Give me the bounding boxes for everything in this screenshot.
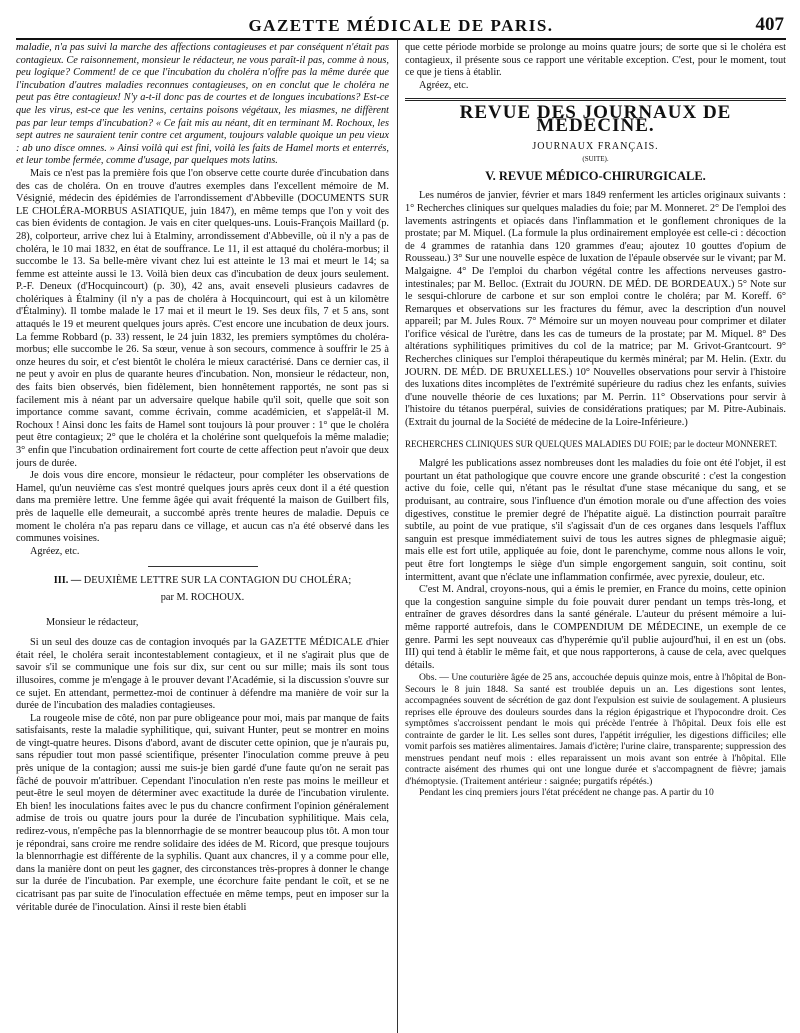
greeting: Monsieur le rédacteur,: [46, 616, 139, 628]
paragraph-articles-list: Les numéros de janvier, février et mars 1849 renferment les articles originaux suivants : 1° Recherches cliniques sur quelques maladies du foie; par M. Monneret. 2° De l'emploi des lavements astringents et opiacés dans l'inflammation et le gonflement chroniques de la prostate; par M. Miquel. (La formule la plus ordinairement employée est celle-ci : décoction de 4 grammes de ratanhia dans 120 grammes d'eau; ajoutez 10 gouttes d'opium de Rousseau.) 3° Sur une nouvelle espèce de luxation de l'épaule observée sur le vivant; par M. Malgaigne. 4° De l'emploi du charbon végétal contre les affections nerveuses gastro-intestinales; par M. Belloc. (Extrait du JOURN. DE MÉD. DE BORDEAUX.) 5° Note sur le sesqui-chlorure de carbone et sur son emploi contre le choléra; par M. Koreff. 6° Remarques et observations sur les fractures du fémur, avec la description d'un nouvel appareil; par M. Jules Roux. 7° Mémoire sur un moyen nouveau pour comprimer et dilater l'orifice vésical de l'urètre, dans les cas de tumeurs de la prostate; par M. Miquel. 8° Des altérations syphilitiques primitives du col de la matrice; par M. Grivot-Grantcourt. 9° Recherches cliniques sur l'emploi thérapeutique du kermès minéral; par M. Helin. (Extr. du JOURN. DE MÉD. DE BRUXELLES.) 10° Nouvelles observations pour servir à l'histoire des luxations dites incomplètes de l'extrémité supérieure du radius chez les enfants, suivies d'une nouvelle théorie de ces luxations; par M. Perrin. 11° Observations pour servir à l'histoire du tétanos puerpéral, suivies de considérations pratiques; par M. Pitre-Aubinais. (Extrait du journal de la Société de médecine de la Loire-Inférieure.): [405, 190, 786, 429]
paragraph-final: Pendant les cinq premiers jours l'état précédent ne change pas. A partir du 10: [419, 787, 714, 799]
paragraph-letter-1: Si un seul des douze cas de contagion invoqués par la GAZETTE MÉDICALE d'hier était réel, le choléra serait incontestablement contagieux, et il ne s'agirait plus que de savoir s'il se communique une fois sur dix, sur cent ou sur mille; mais ils sont tous illusoires, comme je m'engage à le prouver devant l'Académie, si la discussion s'ouvre sur ce sujet. En attendant, permettez-moi de continuer à défendre ma manière de voir sur la durée de l'incubation des maladies contagieuses.: [16, 637, 389, 712]
page-header: [16, 14, 786, 40]
revue-title: REVUE DES JOURNAUX DE MÉDECINE.: [459, 102, 732, 136]
paragraph-continuation: que cette période morbide se prolonge au moins quatre jours; de sorte que si le choléra est contagieux, il présente sous ce rapport une véritable exception. C'est, pour le moment, tout ce que je tiens à établir.: [405, 42, 786, 79]
journaux-subtitle: JOURNAUX FRANÇAIS.: [532, 140, 659, 152]
journal-title: GAZETTE MÉDICALE DE PARIS.: [248, 16, 554, 35]
paragraph-foie-1: Malgré les publications assez nombreuses dont les maladies du foie ont été l'objet, il est pourtant un état pathologique que couvre encore une grande obscurité : c'est la congestion active du foie, celle qui, n'étant pas le résultat d'une stase mécanique du sang, et se produisant, au contraire, sous l'influence d'un émotion morale ou d'une affection des voies digestives, constitue le premier degré de l'hépatite aiguë. La distinction pourrait paraître subtile, au point de vue pratique, s'il s'agissait d'un de ces organes dans lesquels l'afflux sanguin est presque immédiatement suivi de tous les autres signes de phlegmasie aiguë; mais elle est fort utile, appliquée au foie, dont le parenchyme, comme nous allons le voir, peut être fort longtemps le siège d'un simple engorgement sanguin, soit continu, soit intermittent, avant que n'éclate une inflammation confirmée, avec pyrexie, douleur, etc.: [405, 458, 786, 583]
columns: [16, 42, 786, 1033]
section-title: V. REVUE MÉDICO-CHIRURGICALE.: [485, 168, 706, 183]
closing-agreez-right: Agréez, etc.: [419, 79, 469, 91]
paragraph-cases: Mais ce n'est pas la première fois que l'on observe cette courte durée d'incubation dans des cas de choléra. On en trouve d'autres exemples dans l'excellent mémoire de M. Vésignié, médecin des épidémies de l'arrondissement d'Abbeville (DOCUMENTS SUR LE CHOLÉRA-MORBUS ASIATIQUE, juin 1847), en même temps que l'on y voit des cas bien évidents de contagion. Je vais en citer quelques-uns. Louis-François Maillard (p. 28), colporteur, arrive chez lui à Etalminy, arrondissement d'Abbeville, où il n'y a pas de choléra, le 10 mai 1832, en état de souffrance. Le 11, il est attaqué du choléra-morbus; il succombe le 13. Sa belle-mère vivant chez lui est atteinte le 13 mai et meurt le 14; sa femme est atteinte aussi le 13. Voilà bien deux cas d'incubation de deux jours seulement. P.-F. Deneux (d'Hocquincourt) (p. 30), 42 ans, avait enseveli plusieurs cadavres de cholériques à Étalminy (il n'y a pas de choléra à Hocquincourt, qui est à un kilomètre d'Étalminy). Il tombe malade le 17 mai et il meurt le 19. Ses deux fils, 7 et 5 ans, sont attaqués le 19 et meurent quelques jours après. C'est encore une incubation de deux jours. La femme Robbard (p. 33) ressent, le 24 juin 1832, les premiers symptômes du choléra-morbus; elle succombe le 26. Sa sœur, venue à son secours, commence à souffrir le 25 à onze heures du soir, et c'est bientôt le choléra le mieux caractérisé. Dans ce dernier cas, il ne peut y avoir en plus de quarante heures d'incubation. Non, monsieur le rédacteur, non, des faits bien observés, bien fidèlement, bien honnêtement rapportés, ne sont pas si facilement mis à néant par un adversaire quelque habile qu'il soit, quelle que soit son importance comme savant, comme écrivain, comme académicien, et s'appelât-il M. Rochoux ! Ainsi donc les faits de Hamel sont toujours là pour prouver : 1° que le choléra peut être contagieux; 2° que le choléra et la cholérine sont quelquefois la même maladie; 3° enfin que l'incubation ordinairement fort courte de cette affection peut n'avoir que deux jours de durée.: [16, 167, 389, 469]
separator: [148, 566, 258, 567]
paragraph-ninth-case: Je dois vous dire encore, monsieur le rédacteur, pour compléter les observations de Hamel, qu'un neuvième cas s'est montré quelques jours après ceux dont il a été question dans ma première lettre. Une femme âgée qui avait fréquenté la maison de Guilbert fils, près de laquelle elle demeurait, a succombé après trente heures de maladie. Depuis ce moment le choléra n'a pas reparu dans ce village, et aucun cas n'a été observé dans les communes voisines.: [16, 470, 389, 545]
letter-heading: [16, 575, 389, 588]
paragraph-letter-2: La rougeole mise de côté, non par pure obligeance pour moi, mais par manque de faits satisfaisants, reste la maladie syphilitique, qui, suivant Hunter, peut se montrer en moins de vingt-quatre heures. Disons d'abord, avant de discuter cette opinion, que je n'aurais pu, sans répudier tout mon passé scientifique, présenter l'inoculation comme preuve à peu près unique de la contagion; aussi me suis-je bien gardé d'une faute qu'on ne serait pas fâché de pouvoir m'attribuer. Cependant l'inoculation n'en reste pas moins le meilleur et peut-être le seul moyen de déterminer avec exactitude la durée de l'incubation virulente. Eh bien! les inoculations faites avec le pus du chancre confirment l'opinion généralement admise de trois ou quatre jours pour la durée de l'incubation syphilitique. Mais cela, redirez-vous, n'empêche pas la blennorrhagie de se montrer beaucoup plus tôt. A mon tour je répondrai, sans croire me rendre solidaire des idées de M. Ricord, que presque toujours la blennorrhagie est différente de la syphilis. Quant aux chancres, il y a comme pour elle, dans la manière dont on peut les gagner, des circonstances très-propres à donner le change sur la durée de l'incubation. Par exemple, une écorchure faite pendant le coït, et se ne cicatrisant pas par suite de l'inoculation effectuée en même temps, peut en imposer sur la véritable durée de l'inoculation. Ainsi il reste bien établi: [16, 712, 389, 913]
closing-agreez: Agréez, etc.: [30, 545, 80, 557]
double-rule: [405, 98, 786, 101]
letter-title: DEUXIÈME LETTRE SUR LA CONTAGION DU CHOLÉRA;: [83, 575, 352, 587]
suite-label: (SUITE).: [582, 155, 609, 164]
paragraph-intro: maladie, n'a pas suivi la marche des affections contagieuses et par conséquent n'était pas contagieux. Ce raisonnement, monsieur le rédacteur, ne vous paraît-il pas, comme à nous, peu logique? Comment! de ce que l'incubation du choléra n'offre pas la même durée que l'incubation d'autres maladies reconnues contagieuses, on en conclut que le choléra ne peut pas être contagieux! N'y a-t-il donc pas de courtes et de longues incubations? Est-ce que les virus, est-ce que les venins, certains poisons végétaux, les miasmes, ne diffèrent pas par leur temps d'incubation? « Ce fait mis au néant, dit en terminant M. Rochoux, les sept autres ne sauraient tenir contre cet argument, toujours valable quoique un peu vieux : ab uno disce omnes. » Ainsi voilà qui est fini, voilà les faits de Hamel morts et enterrés, et leur tombe fermée, comme d'usage, par quelques mots latins.: [16, 42, 389, 167]
paragraph-observation: Obs. — Une couturière âgée de 25 ans, accouchée depuis quinze mois, entre à l'hôpital de Bon-Secours le 8 juin 1848. Sa santé est troublée depuis un an. Les digestions sont lentes, accompagnées souvent de sécrétion de gaz dont l'expulsion est suivie de soulagement. A plusieurs reprises elle éprouve des douleurs sourdes dans la région épigastrique et l'hypocondre droit. Ces symptômes s'accroissent pendant le mois qui précède l'entrée à l'hôpital. Deux fois elle est contrainte de garder le lit. Les selles sont dures, l'appétit irrégulier, les digestions difficiles; elle vomit parfois ses matières alimentaires. Jamais d'ictère; l'urine claire, transparente; suppression des menstrues pendant neuf mois : elles reparaissent un mois avant son entrée à l'hôpital. Elle contracte aisément des rhumes qui ont une longue durée et s'accompagnent de fièvre; jamais d'hémoptysie. (Traitement antérieur : saignée; purgatifs répétés.): [405, 672, 786, 787]
paragraph-foie-2: C'est M. Andral, croyons-nous, qui a émis le premier, en France du moins, cette opinion que la congestion sanguine simple du foie pouvait durer pendant un temps très-long, et entraîner de graves désordres dans la santé générale. L'auteur du présent mémoire a lui-même rapporté autrefois, dans le COMPENDIUM DE MÉDECINE, un exemple de ce genre. Parmi les sept nouveaux cas d'hyperémie qu'il publie aujourd'hui, il en est un (obs. III) qui tend à établir le même fait, et que nous rapporterons, à cause de cela, avec quelques détails.: [405, 584, 786, 671]
left-column: [16, 42, 389, 1033]
letter-author: par M. ROCHOUX.: [160, 591, 245, 603]
page-number: 407: [755, 14, 784, 35]
subsection-heading: RECHERCHES CLINIQUES SUR QUELQUES MALADIES DU FOIE; par le docteur MONNERET.: [405, 438, 778, 449]
letter-number: III. —: [53, 575, 82, 587]
right-column: [405, 42, 786, 1033]
